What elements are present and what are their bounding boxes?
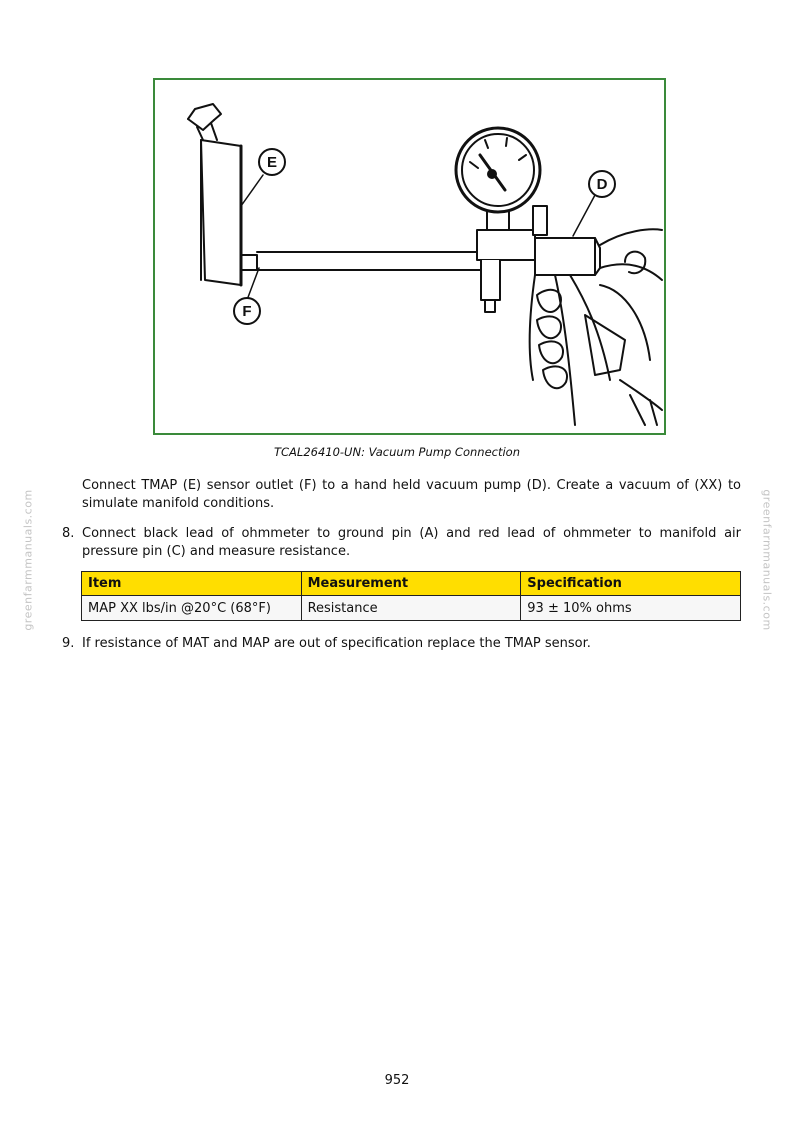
specification-table xyxy=(81,571,741,621)
vacuum-pump-illustration xyxy=(155,80,664,433)
step-text: Connect black lead of ohmmeter to ground pin (A) and red lead of ohmmeter to manifold air pressure pin (C) and measure resistance. xyxy=(82,526,741,559)
step-number: 9. xyxy=(62,636,75,651)
column-header-specification: Specification xyxy=(521,572,741,596)
page-number: 952 xyxy=(384,1073,410,1088)
table-cell-specification: 93 ± 10% ohms xyxy=(521,596,741,621)
column-header-measurement: Measurement xyxy=(301,572,521,596)
column-header-item: Item xyxy=(82,572,302,596)
table-cell-measurement: Resistance xyxy=(301,596,521,621)
table-header-row xyxy=(82,572,741,596)
step-text: If resistance of MAT and MAP are out of specification replace the TMAP sensor. xyxy=(82,636,591,651)
figure-caption: TCAL26410-UN: Vacuum Pump Connection xyxy=(274,445,520,459)
table-row xyxy=(82,596,741,621)
watermark-right: greenfarmmanuals.com xyxy=(760,489,774,631)
callout-f: F xyxy=(242,303,252,320)
step-intro-text: Connect TMAP (E) sensor outlet (F) to a hand held vacuum pump (D). Create a vacuum of (XX) to simulate manifold conditions. xyxy=(82,478,741,511)
watermark-left: greenfarmmanuals.com xyxy=(21,489,35,631)
callout-e: E xyxy=(266,154,278,171)
figure-frame xyxy=(153,78,666,435)
step-number: 8. xyxy=(62,526,75,541)
table-cell-item: MAP XX lbs/in @20°C (68°F) xyxy=(82,596,302,621)
callout-d: D xyxy=(596,176,608,193)
